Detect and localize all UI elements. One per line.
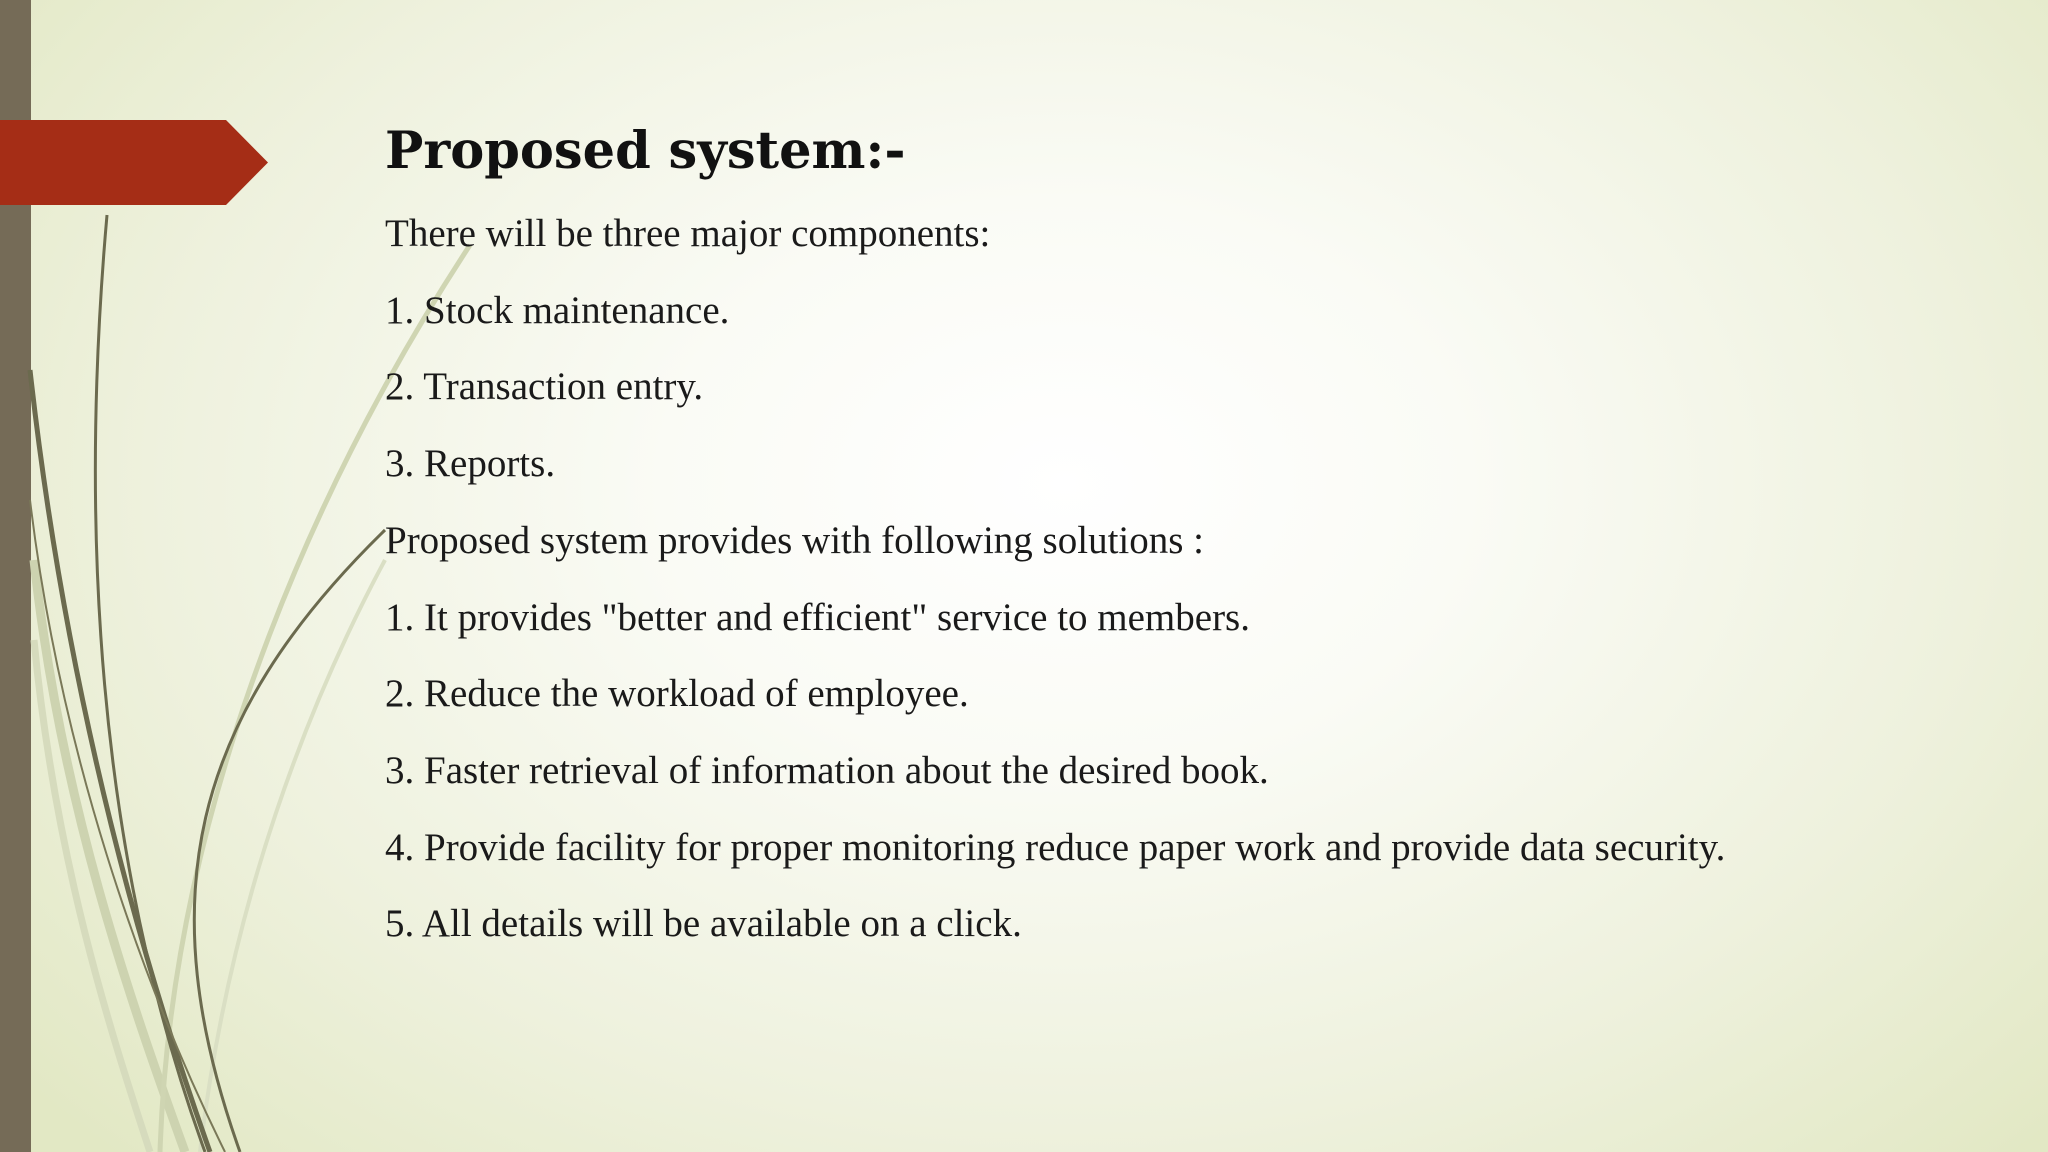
component-item: 1. Stock maintenance. (385, 288, 730, 332)
solutions-intro: Proposed system provides with following solutions : (385, 518, 1204, 562)
slide-title: Proposed system:- (385, 121, 906, 181)
slide-content (385, 118, 1780, 963)
component-item: 2. Transaction entry. (385, 365, 704, 409)
components-intro: There will be three major components: (385, 212, 991, 255)
title-arrow-tab (0, 120, 268, 205)
solution-item: 1. It provides "better and efficient" service to members. (385, 595, 1250, 639)
solution-item: 5. All details will be available on a click. (385, 902, 1022, 946)
solution-item: 4. Provide facility for proper monitoring reduce paper work and provide data security. (385, 825, 1726, 869)
solution-item: 3. Faster retrieval of information about the desired book. (385, 748, 1269, 792)
component-item: 3. Reports. (385, 442, 556, 486)
solution-item: 2. Reduce the workload of employee. (385, 672, 969, 716)
